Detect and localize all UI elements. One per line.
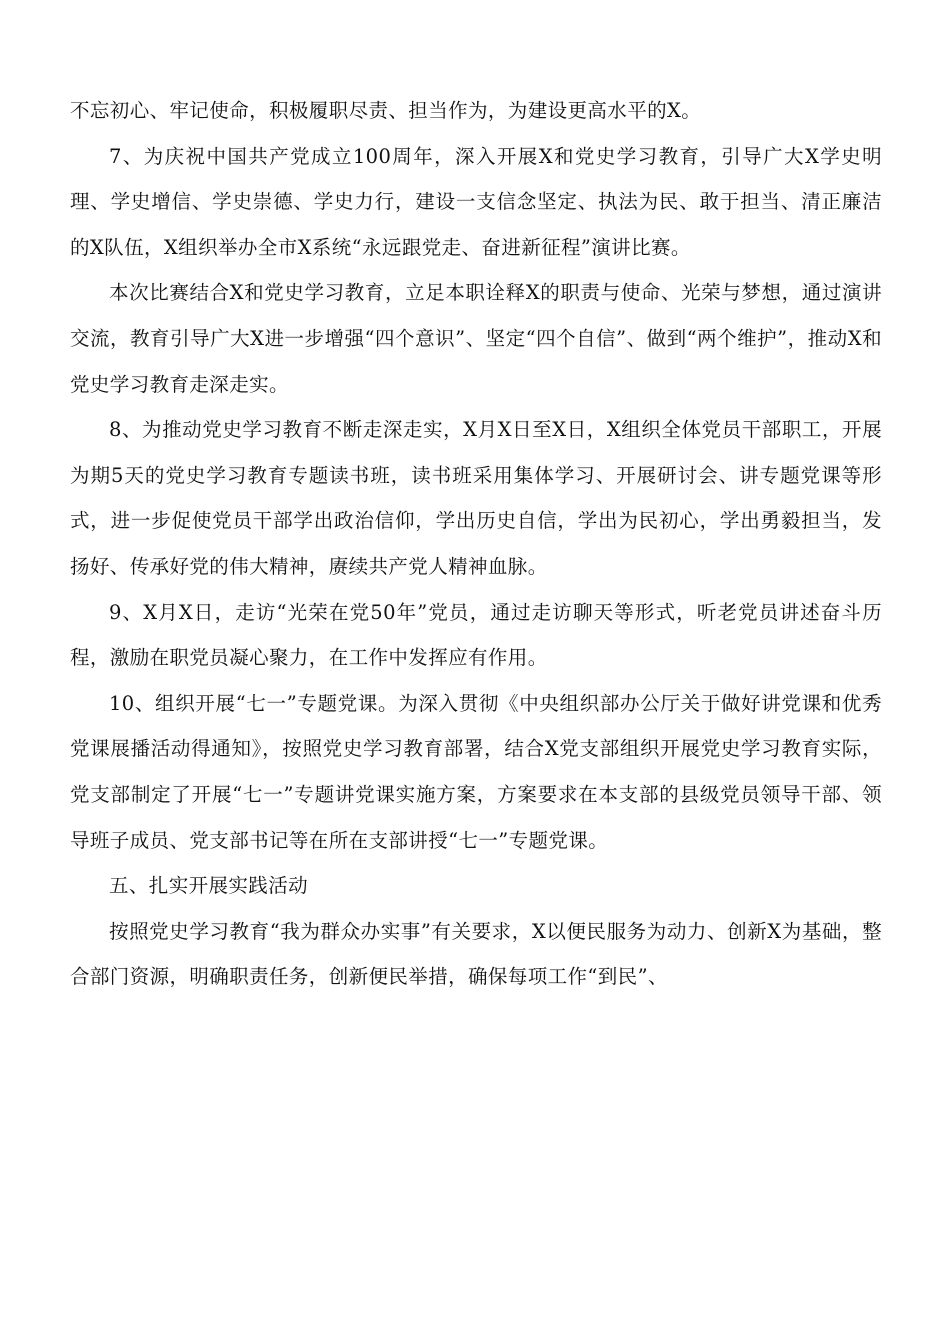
paragraph-item-10: 10、组织开展“七一”专题党课。为深入贯彻《中央组织部办公厅关于做好讲党课和优秀党课展播活动得通知》，按照党史学习教育部署，结合X党支部组织开展党史学习教育实际，党支部制定了开展“七一”专题讲党课实施方案，方案要求在本支部的县级党员领导干部、领导班子成员、党支部书记等在所在支部讲授“七一”专题党课。: [70, 691, 882, 852]
paragraph-item-8: 8、为推动党史学习教育不断走深走实，X月X日至X日，X组织全体党员干部职工，开展为期5天的党史学习教育专题读书班，读书班采用集体学习、开展研讨会、讲专题党课等形式，进一步促使党员干部学出政治信仰，学出历史自信，学出为民初心，学出勇毅担当，发扬好、传承好党的伟大精神，赓续共产党人精神血脉。: [70, 418, 882, 578]
paragraph-item-7: 7、为庆祝中国共产党成立100周年，深入开展X和党史学习教育，引导广大X学史明理、学史增信、学史崇德、学史力行，建设一支信念坚定、执法为民、敢于担当、清正廉洁的X队伍，X组织举办全市X系统“永远跟党走、奋进新征程”演讲比赛。: [70, 144, 882, 259]
paragraph-practice-activities: 按照党史学习教育“我为群众办实事”有关要求，X以便民服务为动力、创新X为基础，整合部门资源，明确职责任务，创新便民举措，确保每项工作“到民”、: [70, 919, 882, 989]
section-heading-five: 五、扎实开展实践活动: [109, 874, 309, 898]
paragraph-competition-summary: 本次比赛结合X和党史学习教育，立足本职诠释X的职责与使命、光荣与梦想，通过演讲交流，教育引导广大X进一步增强“四个意识”、坚定“四个自信”、做到“两个维护”，推动X和党史学习教育走深走实。: [70, 281, 882, 396]
paragraph-item-9: 9、X月X日，走访“光荣在党50年”党员，通过走访聊天等形式，听老党员讲述奋斗历程，激励在职党员凝心聚力，在工作中发挥应有作用。: [70, 600, 882, 670]
document-body: [70, 88, 882, 1000]
paragraph-continuation: 不忘初心、牢记使命，积极履职尽责、担当作为，为建设更高水平的X。: [70, 99, 702, 122]
